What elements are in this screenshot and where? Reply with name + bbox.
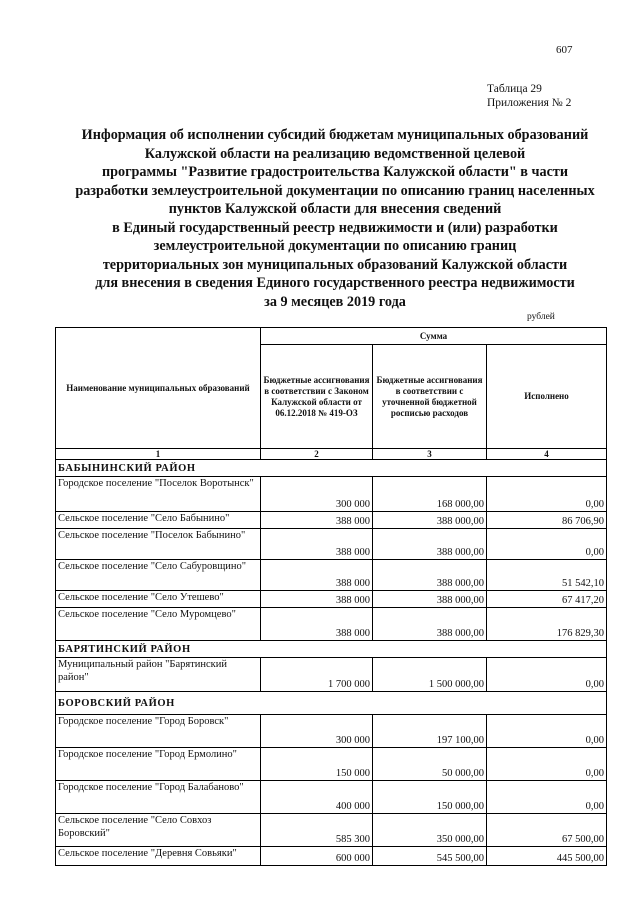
table-body <box>56 449 607 866</box>
law-allocation-cell: 388 000 <box>261 512 373 529</box>
table-row <box>56 781 607 814</box>
district-row <box>56 641 607 658</box>
district-name: БАБЫНИНСКИЙ РАЙОН <box>56 460 607 477</box>
title-line: для внесения в сведения Единого государственного реестра недвижимости <box>95 275 575 291</box>
executed-cell: 67 417,20 <box>487 591 607 608</box>
units-label: рублей <box>527 312 555 322</box>
executed-cell: 0,00 <box>487 781 607 814</box>
title-line: Информация об исполнении субсидий бюджетам муниципальных образований <box>81 127 589 143</box>
header-law-allocations: Бюджетные ассигнования в соответствии с Законом Калужской области от 06.12.2018 № 419-ОЗ <box>261 345 373 449</box>
table-row <box>56 748 607 781</box>
column-number: 2 <box>261 449 373 460</box>
column-number: 4 <box>487 449 607 460</box>
executed-cell: 51 542,10 <box>487 560 607 591</box>
municipality-name: Сельское поселение "Село Утешево" <box>56 591 261 608</box>
municipality-name: Городское поселение "Город Боровск" <box>56 715 261 748</box>
adjusted-allocation-cell: 50 000,00 <box>373 748 487 781</box>
municipality-name: Сельское поселение "Село Бабынино" <box>56 512 261 529</box>
municipality-name: Муниципальный район "Барятинский район" <box>56 658 261 692</box>
table-number: Таблица 29 <box>487 83 542 95</box>
executed-cell: 0,00 <box>487 529 607 560</box>
adjusted-allocation-cell: 1 500 000,00 <box>373 658 487 692</box>
executed-cell: 0,00 <box>487 658 607 692</box>
title-line: за 9 месяцев 2019 года <box>264 293 406 310</box>
header-sum: Сумма <box>261 328 607 345</box>
law-allocation-cell: 388 000 <box>261 529 373 560</box>
title-line: пунктов Калужской области для внесения сведений <box>168 201 502 217</box>
municipality-name: Сельское поселение "Село Совхоз Боровский" <box>56 814 261 847</box>
column-number: 3 <box>373 449 487 460</box>
column-number: 1 <box>56 449 261 460</box>
district-name: БАРЯТИНСКИЙ РАЙОН <box>56 641 607 658</box>
district-row <box>56 692 607 715</box>
title-line: Калужской области на реализацию ведомственной целевой <box>144 145 526 162</box>
law-allocation-cell: 585 300 <box>261 814 373 847</box>
table-row <box>56 477 607 512</box>
executed-cell: 445 500,00 <box>487 847 607 866</box>
law-allocation-cell: 1 700 000 <box>261 658 373 692</box>
appendix-number: Приложения № 2 <box>487 97 572 109</box>
table-reference <box>487 82 571 110</box>
table-row <box>56 847 607 866</box>
executed-cell: 67 500,00 <box>487 814 607 847</box>
page-number: 607 <box>556 44 573 56</box>
document-title <box>52 126 618 311</box>
title-line: землеустроительной документации по описанию границ <box>153 238 517 254</box>
law-allocation-cell: 400 000 <box>261 781 373 814</box>
adjusted-allocation-cell: 388 000,00 <box>373 608 487 641</box>
subsidy-table <box>55 327 607 866</box>
column-number-row <box>56 449 607 460</box>
adjusted-allocation-cell: 545 500,00 <box>373 847 487 866</box>
law-allocation-cell: 300 000 <box>261 715 373 748</box>
table-row <box>56 814 607 847</box>
adjusted-allocation-cell: 388 000,00 <box>373 560 487 591</box>
header-municipality: Наименование муниципальных образований <box>56 328 261 449</box>
title-line: территориальных зон муниципальных образований Калужской области <box>102 256 568 273</box>
adjusted-allocation-cell: 388 000,00 <box>373 529 487 560</box>
law-allocation-cell: 300 000 <box>261 477 373 512</box>
law-allocation-cell: 150 000 <box>261 748 373 781</box>
law-allocation-cell: 388 000 <box>261 560 373 591</box>
table-row <box>56 529 607 560</box>
executed-cell: 0,00 <box>487 477 607 512</box>
law-allocation-cell: 388 000 <box>261 591 373 608</box>
table-row <box>56 608 607 641</box>
title-line: программы "Развитие градостроительства Калужской области" в части <box>101 164 569 180</box>
table-row <box>56 560 607 591</box>
municipality-name: Сельское поселение "Село Муромцево" <box>56 608 261 641</box>
table-row <box>56 715 607 748</box>
table-header <box>56 328 607 449</box>
law-allocation-cell: 388 000 <box>261 608 373 641</box>
district-name: БОРОВСКИЙ РАЙОН <box>56 692 607 715</box>
municipality-name: Городское поселение "Город Ермолино" <box>56 748 261 781</box>
header-executed: Исполнено <box>487 345 607 449</box>
header-adjusted-allocations: Бюджетные ассигнования в соответствии с уточненной бюджетной росписью расходов <box>373 345 487 449</box>
municipality-name: Городское поселение "Поселок Воротынск" <box>56 477 261 512</box>
table-row <box>56 512 607 529</box>
table-row <box>56 658 607 692</box>
table-row <box>56 591 607 608</box>
municipality-name: Сельское поселение "Деревня Совьяки" <box>56 847 261 866</box>
title-line: разработки землеустроительной документации по описанию границ населенных <box>75 182 595 199</box>
adjusted-allocation-cell: 197 100,00 <box>373 715 487 748</box>
adjusted-allocation-cell: 168 000,00 <box>373 477 487 512</box>
executed-cell: 0,00 <box>487 748 607 781</box>
district-row <box>56 460 607 477</box>
adjusted-allocation-cell: 388 000,00 <box>373 591 487 608</box>
municipality-name: Сельское поселение "Село Сабуровщино" <box>56 560 261 591</box>
executed-cell: 176 829,30 <box>487 608 607 641</box>
executed-cell: 86 706,90 <box>487 512 607 529</box>
title-line: в Единый государственный реестр недвижимости и (или) разработки <box>112 219 558 236</box>
municipality-name: Сельское поселение "Поселок Бабынино" <box>56 529 261 560</box>
adjusted-allocation-cell: 150 000,00 <box>373 781 487 814</box>
law-allocation-cell: 600 000 <box>261 847 373 866</box>
adjusted-allocation-cell: 388 000,00 <box>373 512 487 529</box>
adjusted-allocation-cell: 350 000,00 <box>373 814 487 847</box>
municipality-name: Городское поселение "Город Балабаново" <box>56 781 261 814</box>
executed-cell: 0,00 <box>487 715 607 748</box>
